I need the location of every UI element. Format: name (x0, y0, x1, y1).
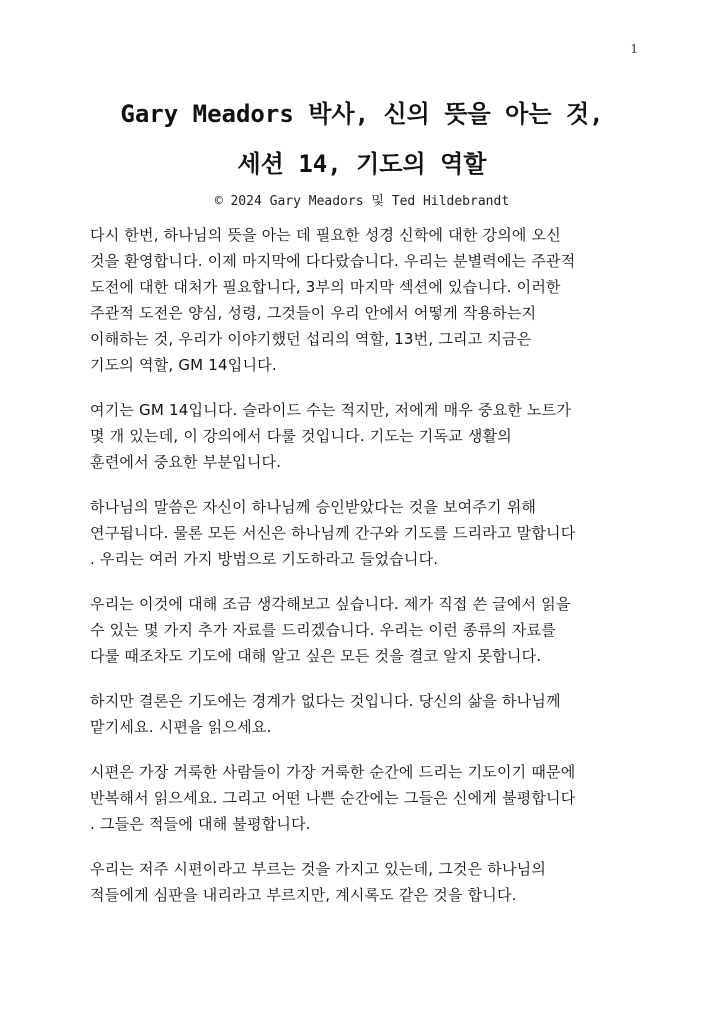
text-line: 하나님의 말씀은 자신이 하나님께 승인받았다는 것을 보여주기 위해 (90, 498, 537, 516)
paragraph-4 (90, 591, 642, 669)
text-line: 여기는 GM 14입니다. 슬라이드 수는 적지만, 저에게 매우 중요한 노트가 (90, 401, 572, 419)
text-line: 다시 한번, 하나님의 뜻을 아는 데 필요한 성경 신학에 대한 강의에 오신 (90, 226, 561, 244)
paragraph-6 (90, 759, 642, 837)
text-line: 훈련에서 중요한 부분입니다. (90, 453, 282, 471)
text-line: 시편은 가장 거룩한 사람들이 가장 거룩한 순간에 드리는 기도이기 때문에 (90, 763, 576, 781)
text-line: 우리는 저주 시편이라고 부르는 것을 가지고 있는데, 그것은 하나님의 (90, 860, 547, 878)
text-line: 반복해서 읽으세요. 그리고 어떤 나쁜 순간에는 그들은 신에게 불평합니다 (90, 789, 576, 807)
text-line: 주관적 도전은 양심, 성령, 그것들이 우리 안에서 어떻게 작용하는지 (90, 304, 537, 322)
text-line: . 그들은 적들에 대해 불평합니다. (90, 815, 311, 833)
document-body (90, 222, 642, 927)
text-line: 하지만 결론은 기도에는 경계가 없다는 것입니다. 당신의 삶을 하나님께 (90, 692, 561, 710)
document-title-line-2: 세션 14, 기도의 역할 (237, 150, 487, 178)
text-line: 수 있는 몇 가지 추가 자료를 드리겠습니다. 우리는 이런 종류의 자료를 (90, 621, 556, 639)
copyright-line: © 2024 Gary Meadors 및 Ted Hildebrandt (214, 194, 510, 209)
text-line: 적들에게 심판을 내리라고 부르지만, 계시록도 같은 것을 합니다. (90, 886, 517, 904)
paragraph-1 (90, 222, 642, 378)
text-line: 우리는 이것에 대해 조금 생각해보고 싶습니다. 제가 직접 쓴 글에서 읽을 (90, 595, 571, 613)
paragraph-2 (90, 397, 642, 475)
text-line: 다룰 때조차도 기도에 대해 알고 싶은 모든 것을 결코 알지 못합니다. (90, 647, 542, 665)
text-line: 도전에 대한 대처가 필요합니다, 3부의 마지막 섹션에 있습니다. 이러한 (90, 278, 561, 296)
text-line: . 우리는 여러 가지 방법으로 기도하라고 들었습니다. (90, 550, 439, 568)
text-line: 맡기세요. 시편을 읽으세요. (90, 718, 272, 736)
text-line: 것을 환영합니다. 이제 마지막에 다다랐습니다. 우리는 분별력에는 주관적 (90, 252, 576, 270)
text-line: 기도의 역할, GM 14입니다. (90, 356, 277, 374)
text-line: 몇 개 있는데, 이 강의에서 다룰 것입니다. 기도는 기독교 생활의 (90, 427, 512, 445)
paragraph-5 (90, 688, 642, 740)
page-number: 1 (630, 42, 638, 56)
text-line: 이해하는 것, 우리가 이야기했던 섭리의 역할, 13번, 그리고 지금은 (90, 330, 532, 348)
paragraph-3 (90, 494, 642, 572)
paragraph-7 (90, 856, 642, 908)
document-title-line-1: Gary Meadors 박사, 신의 뜻을 아는 것, (120, 100, 604, 128)
text-line: 연구됩니다. 물론 모든 서신은 하나님께 간구와 기도를 드리라고 말합니다 (90, 524, 576, 542)
title-block (0, 92, 724, 212)
